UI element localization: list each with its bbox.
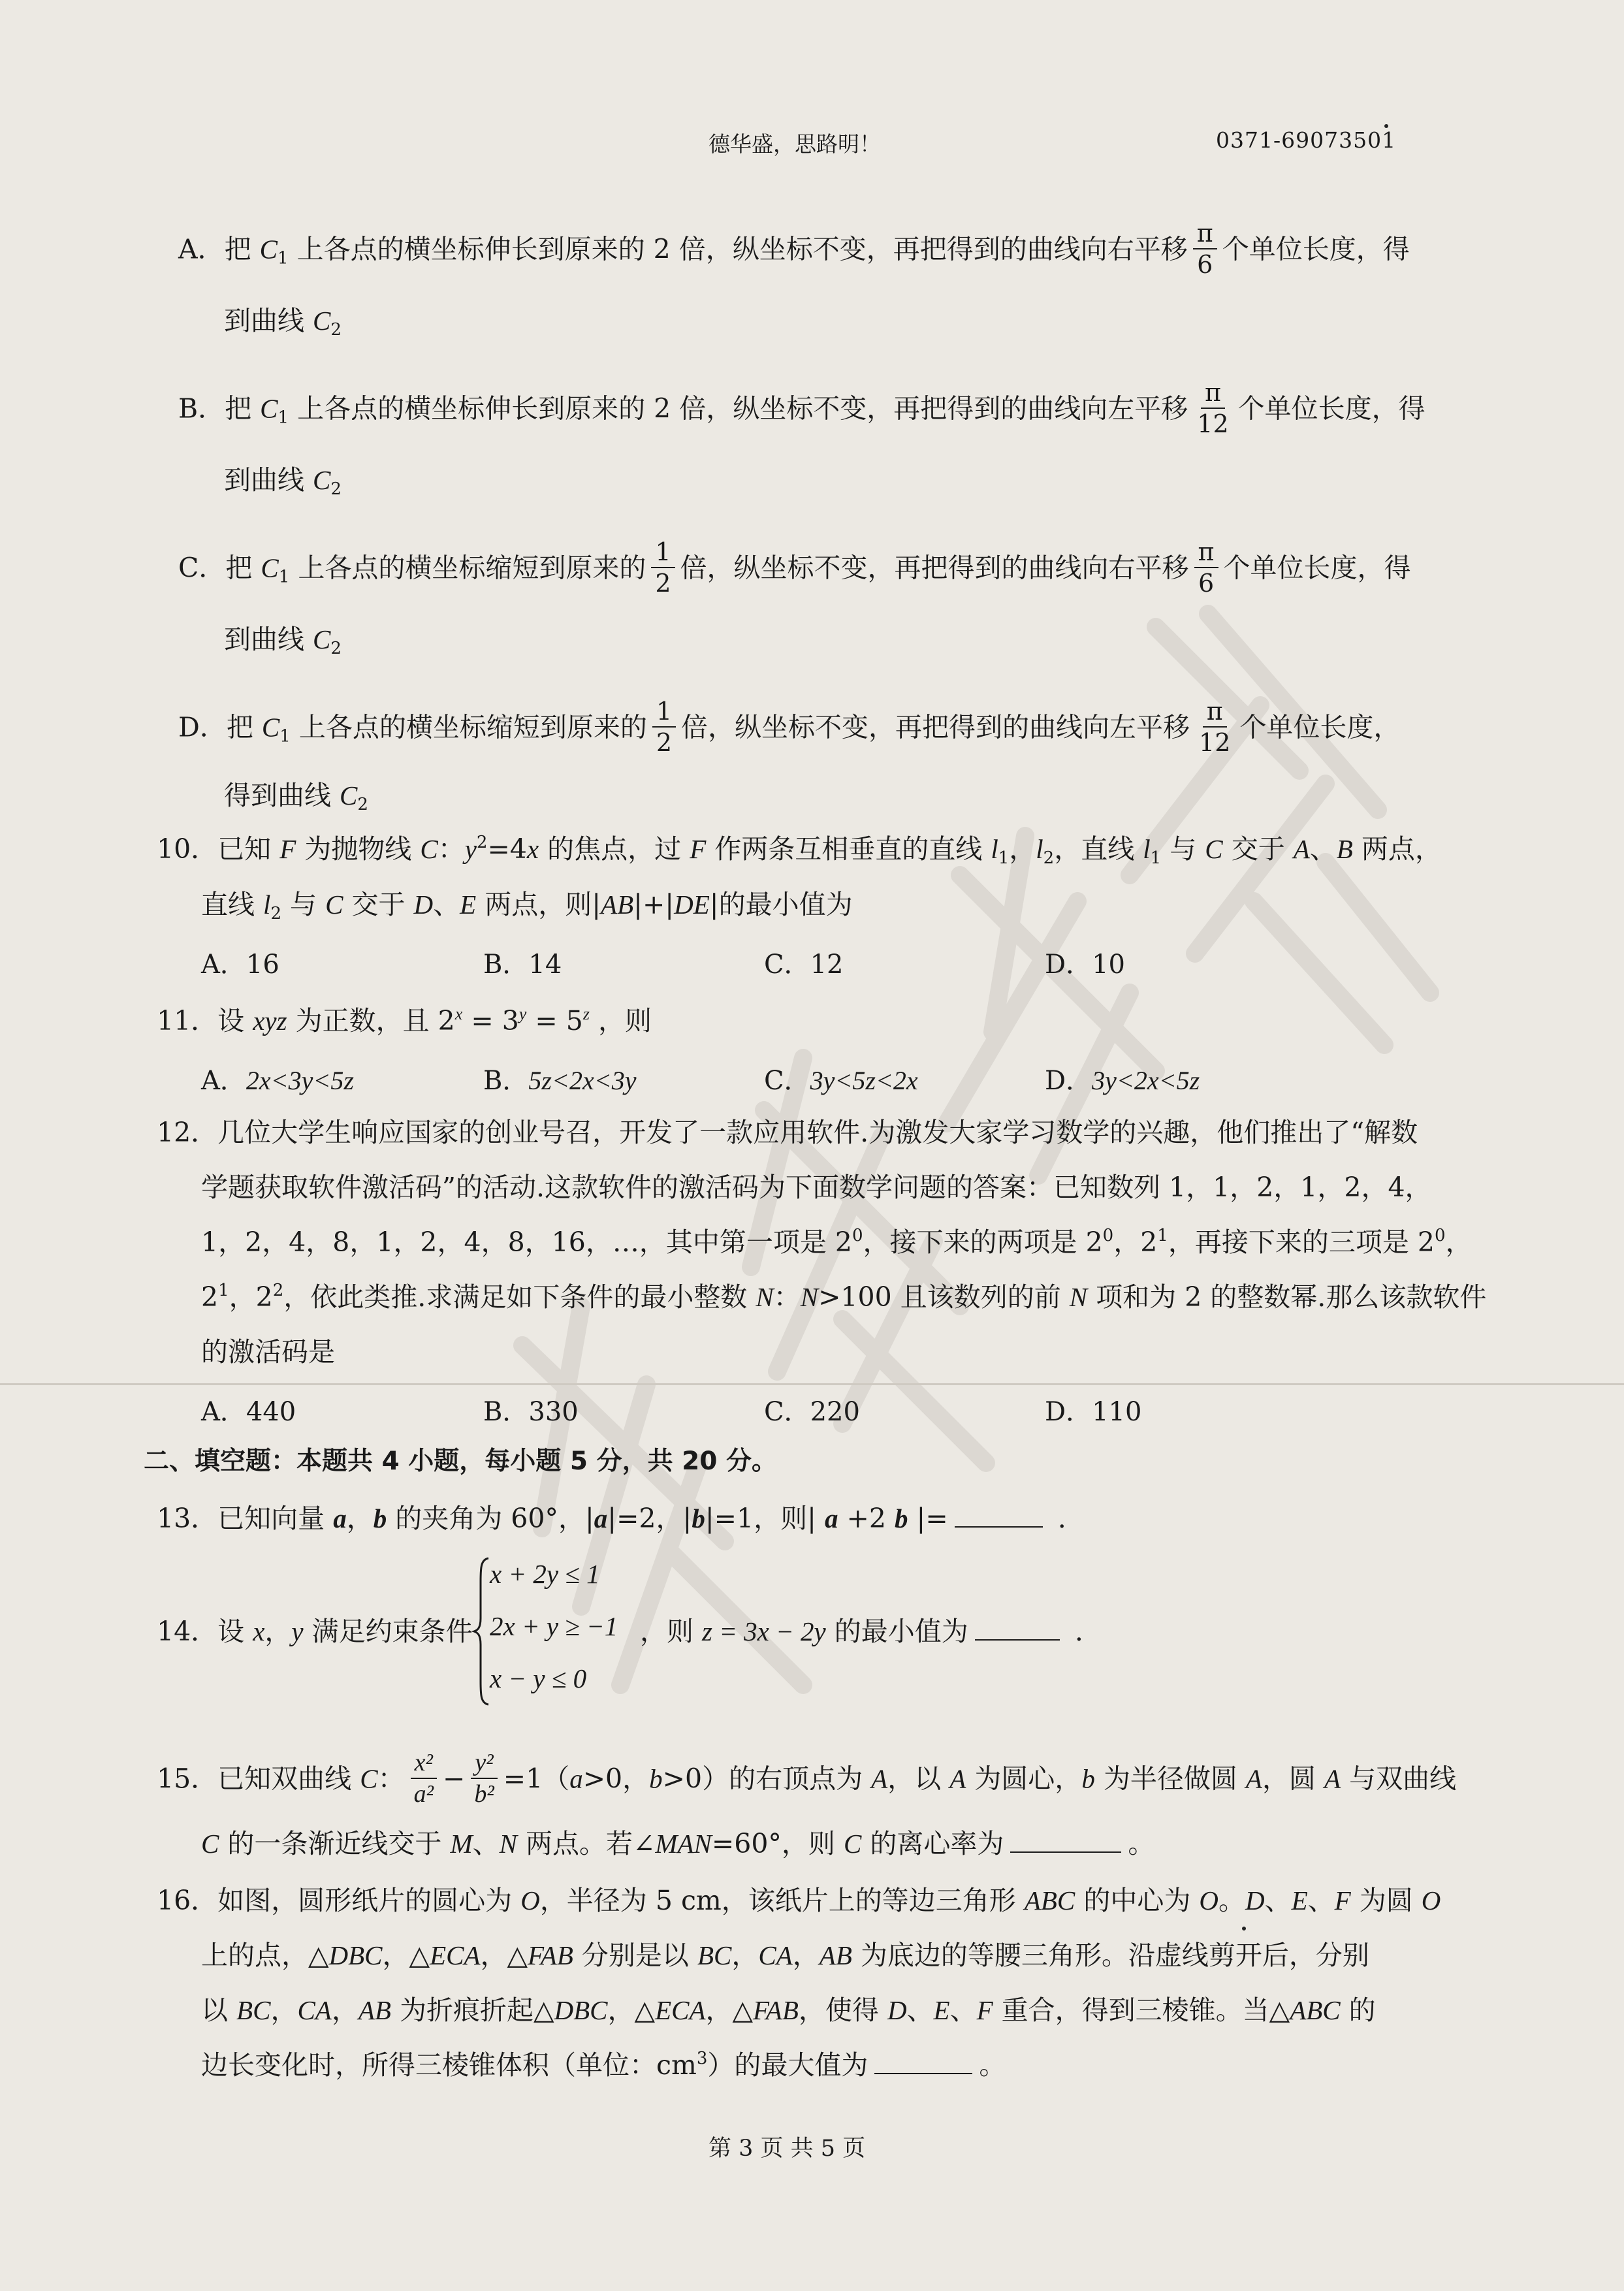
q16-line-2: 上的点，△DBC，△ECA，△FAB 分别是以 BC，CA，AB 为底边的等腰三角形。沿虚线剪开后，分别 — [201, 1940, 1369, 1971]
q16-line-1: 16．如图，圆形纸片的圆心为 O，半径为 5 cm，该纸片上的等边三角形 ABC 的中心为 O。D、E、F 为圆 O — [157, 1885, 1441, 1916]
q9-option-c-cont: 到曲线 $C_2$ — [224, 624, 342, 658]
q15-line-2: C 的一条渐近线交于 M、N 两点。若∠MAN=60°，则 C 的离心率为 。 — [201, 1828, 1155, 1859]
q12-line-4: $2^1$，$2^2$，依此类推.求满足如下条件的最小整数 N：N>100 且该数列的前 N 项和为 2 的整数幂.那么该款软件 — [201, 1281, 1487, 1313]
page-footer: 第 3 页 共 5 页 — [709, 2136, 866, 2162]
fraction: $\frac{\pi}{6}$ — [1194, 537, 1218, 598]
fraction: $\frac{\text{x²}}{\text{a²}}$ — [410, 1748, 438, 1809]
q15-line-1: 15．已知双曲线 C： $\frac{\text{x²}}{\text{a²}}$ − $\frac{\text{y²}}{\text{b²}}$ =1（a>0，b>0）的右顶点为 A，以 A 为圆心，b 为半径做圆 A，圆 A 与双曲线 — [157, 1749, 1457, 1808]
q11-choice-a: A．2x<3y<5z — [201, 1066, 354, 1096]
q14-stem-right: ，则 z = 3x − 2y 的最小值为 . — [640, 1616, 1083, 1647]
q12-line-5: 的激活码是 — [201, 1336, 335, 1368]
left-brace-icon — [471, 1556, 491, 1707]
q12-choice-b: B．330 — [483, 1397, 579, 1427]
q10-choice-b: B．14 — [483, 950, 562, 980]
fraction: $\frac{\pi}{6}$ — [1193, 218, 1217, 280]
q10-choice-d: D．10 — [1045, 950, 1125, 980]
fraction: $\frac{\text{y²}}{\text{b²}}$ — [470, 1748, 498, 1809]
q16-line-3: 以 BC，CA，AB 为折痕折起△DBC，△ECA，△FAB，使得 D、E、F 重合，得到三棱锥。当△ABC 的 — [201, 1995, 1376, 2026]
q10-line-2: 直线 $l_2$ 与 C 交于 D、E 两点，则|AB|+|DE|的最小值为 — [201, 889, 853, 923]
q10-choice-a: A．16 — [201, 950, 279, 980]
q9-option-b: B．把 $C_1$ 上各点的横坐标伸长到原来的 2 倍，纵坐标不变，再把得到的曲线向左平移 $\frac{\pi}{12}$ 个单位长度，得 — [178, 378, 1425, 438]
print-speck — [1242, 1927, 1246, 1931]
fraction: $\frac{1}{2}$ — [651, 537, 675, 598]
q11-choice-d: D．3y<2x<5z — [1045, 1066, 1200, 1096]
q12-choice-d: D．110 — [1045, 1397, 1142, 1427]
q11-stem: 11．设 xyz 为正数，且 $2^x = 3^y = 5^z$ ，则 — [157, 1004, 652, 1036]
fraction: $\frac{\pi}{12}$ — [1199, 697, 1231, 757]
q16-line-4: 边长变化时，所得三棱锥体积（单位：$cm^3$）的最大值为 。 — [201, 2049, 1006, 2081]
header-phone: 0371-69073501 — [1216, 127, 1397, 153]
answer-blank — [975, 1620, 1060, 1641]
fraction: $\frac{1}{2}$ — [652, 696, 676, 758]
q9-option-b-cont: 到曲线 $C_2$ — [224, 464, 342, 499]
q12-line-2: 学题获取软件激活码”的活动.这款软件的激活码为下面数学问题的答案：已知数列 1，1，2，1，2，4， — [201, 1172, 1432, 1203]
q12-line-1: 12．几位大学生响应国家的创业号召，开发了一款应用软件.为激发大家学习数学的兴趣，他们推出了“解数 — [157, 1117, 1418, 1148]
section-2-heading: 二、填空题：本题共 4 小题，每小题 5 分，共 20 分。 — [144, 1447, 778, 1476]
q12-choice-c: C．220 — [764, 1397, 860, 1427]
q9-option-a: A．把 $C_1$ 上各点的横坐标伸长到原来的 2 倍，纵坐标不变，再把得到的曲线向右平移 $\frac{\pi}{6}$ 个单位长度，得 — [178, 219, 1410, 279]
q14-constraint-system — [471, 1556, 618, 1707]
q11-choice-b: B．5z<2x<3y — [483, 1066, 637, 1096]
q12-line-3: 1，2，4，8，1，2，4，8，16，…，其中第一项是 $2^0$，接下来的两项是 $2^0$，$2^1$，再接下来的三项是 $2^0$， — [201, 1226, 1473, 1258]
header-slogan: 德华盛，思路明！ — [709, 131, 881, 157]
fraction: $\frac{\pi}{12}$ — [1197, 378, 1229, 438]
constraint-1: x + 2y ≤ 1 — [490, 1559, 600, 1589]
q13-stem: 13．已知向量 a，b 的夹角为 60°，|a|=2，|b|=1，则| a +2 b |= . — [157, 1503, 1066, 1534]
constraint-3: x − y ≤ 0 — [490, 1663, 587, 1693]
q9-option-d-cont: 得到曲线 $C_2$ — [224, 780, 368, 814]
q14-stem-left: 14．设 x，y 满足约束条件 — [157, 1616, 473, 1647]
answer-blank — [1010, 1832, 1121, 1853]
q9-option-d: D．把 $C_1$ 上各点的横坐标缩短到原来的 $\frac{1}{2}$ 倍，纵坐标不变，再把得到的曲线向左平移 $\frac{\pi}{12}$ 个单位长度， — [178, 697, 1401, 757]
answer-blank — [874, 2053, 972, 2074]
q11-choice-c: C．3y<5z<2x — [764, 1066, 918, 1096]
paper-fold-line — [0, 1383, 1624, 1385]
q9-option-a-cont: 到曲线 $C_2$ — [224, 305, 342, 340]
q10-choice-c: C．12 — [764, 950, 844, 980]
constraint-2: 2x + y ≥ −1 — [490, 1611, 618, 1641]
q10-line-1: 10．已知 F 为抛物线 C：$y^2=4x$ 的焦点，过 F 作两条互相垂直的直线 $l_1$，$l_2$，直线 $l_1$ 与 C 交于 A、B 两点， — [157, 833, 1442, 868]
q12-choice-a: A．440 — [201, 1397, 296, 1427]
answer-blank — [955, 1507, 1043, 1528]
q9-option-c: C．把 $C_1$ 上各点的横坐标缩短到原来的 $\frac{1}{2}$ 倍，纵坐标不变，再把得到的曲线向右平移 $\frac{\pi}{6}$ 个单位长度，得 — [178, 537, 1411, 598]
